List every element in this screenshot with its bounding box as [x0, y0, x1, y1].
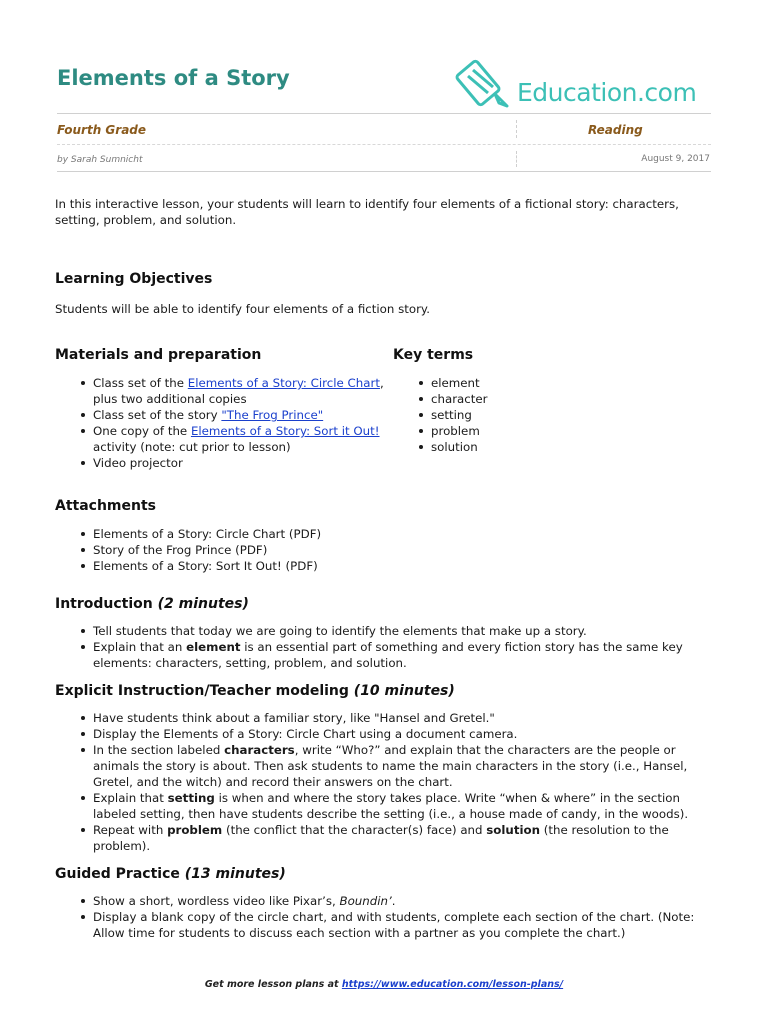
materials-heading: Materials and preparation: [55, 347, 262, 363]
item-text: (the resolution to the problem).: [93, 823, 669, 853]
bold-term: solution: [486, 823, 541, 837]
list-item: Display the Elements of a Story: Circle Chart using a document camera.: [93, 726, 715, 742]
header-rule-top: [57, 113, 711, 114]
section-duration: (13 minutes): [184, 866, 286, 882]
guided-practice-list: [55, 893, 715, 941]
item-text: Explain that an: [93, 640, 187, 654]
section-duration: (10 minutes): [353, 683, 455, 699]
guided-practice-heading: [55, 866, 715, 882]
section-title: Explicit Instruction/Teacher modeling: [55, 683, 349, 699]
list-item: [93, 822, 715, 854]
section-title: Introduction: [55, 596, 153, 612]
list-item: Video projector: [93, 455, 393, 471]
materials-list: [55, 375, 393, 471]
pencil-logo-icon: [455, 56, 517, 112]
key-terms-heading: Key terms: [393, 347, 474, 363]
logo-wordmark: Education.com: [517, 78, 697, 107]
meta-divider: [516, 151, 517, 167]
education-com-logo[interactable]: [455, 56, 715, 112]
sort-it-out-link[interactable]: Elements of a Story: Sort it Out!: [190, 424, 380, 438]
attachments-heading: Attachments: [55, 498, 157, 514]
attachment-item[interactable]: Elements of a Story: Circle Chart (PDF): [93, 526, 715, 542]
item-text: , plus two additional copies: [93, 376, 384, 406]
header-rule-middle: [57, 144, 711, 145]
item-text: Class set of the: [93, 376, 188, 390]
bold-term: problem: [167, 823, 223, 837]
introduction-heading: [55, 596, 715, 612]
key-term: character: [431, 391, 693, 407]
item-text: , write “Who?” and explain that the characters are the people or animals the story is about. Then ask students to name the main characters in the story (i.e., Hansel, Gretel, and the witch) and record their answers on the chart.: [93, 743, 688, 789]
item-text: Explain that: [93, 791, 168, 805]
item-text: is an essential part of something and every fiction story has the same key elements: characters, setting, problem, and solution.: [93, 640, 683, 670]
list-item: Have students think about a familiar story, like "Hansel and Gretel.": [93, 710, 715, 726]
attachment-item[interactable]: Elements of a Story: Sort It Out! (PDF): [93, 558, 715, 574]
frog-prince-link[interactable]: "The Frog Prince": [221, 408, 324, 422]
item-text: In the section labeled: [93, 743, 225, 757]
video-title: Boundin’: [339, 894, 392, 908]
lesson-plans-link[interactable]: https://www.education.com/lesson-plans/: [341, 979, 564, 990]
materials-keyterms-section: [55, 347, 715, 471]
list-item: Display a blank copy of the circle chart, and with students, complete each section of the chart. (Note: Allow time for students to discuss each section with a partner as you complete the chart.): [93, 909, 715, 941]
bold-term: characters: [224, 743, 295, 757]
bold-term: setting: [167, 791, 215, 805]
list-item: [93, 790, 715, 822]
key-term: solution: [431, 439, 693, 455]
key-terms-list: [393, 375, 693, 455]
footer-text: Get more lesson plans at: [204, 979, 342, 990]
materials-column: [55, 347, 393, 471]
list-item: Tell students that today we are going to identify the elements that make up a story.: [93, 623, 715, 639]
footer: [0, 979, 768, 990]
list-item: [93, 893, 715, 909]
item-text: .: [391, 894, 396, 908]
attachments-list: [55, 526, 715, 574]
item-text: (the conflict that the character(s) face) and: [222, 823, 487, 837]
explicit-instruction-heading: [55, 683, 715, 699]
objectives-heading: Learning Objectives: [55, 271, 213, 287]
circle-chart-link[interactable]: Elements of a Story: Circle Chart: [187, 376, 380, 390]
list-item: [93, 639, 715, 671]
objectives-text: Students will be able to identify four elements of a fiction story.: [55, 302, 430, 316]
list-item: [93, 375, 393, 407]
intro-paragraph: In this interactive lesson, your students will learn to identify four elements of a fictional story: characters, setting, problem, and solution.: [55, 197, 679, 227]
item-text: One copy of the: [93, 424, 191, 438]
header-rule-bottom: [57, 171, 711, 172]
subject-label: Reading: [588, 123, 643, 137]
meta-divider: [516, 120, 517, 138]
author-label: by Sarah Sumnicht: [57, 155, 143, 165]
item-text: is when and where the story takes place. Write “when & where” in the section labeled setting, then have students describe the setting (i.e., a house made of candy, in the woods).: [93, 791, 689, 821]
item-text: Repeat with: [93, 823, 168, 837]
grade-label: Fourth Grade: [57, 123, 147, 137]
key-term: element: [431, 375, 693, 391]
date-label: August 9, 2017: [641, 154, 710, 164]
lesson-content: [55, 196, 715, 941]
page-title: Elements of a Story: [57, 66, 290, 90]
bold-term: element: [186, 640, 241, 654]
key-terms-column: [393, 347, 693, 471]
list-item: [93, 742, 715, 790]
list-item: [93, 407, 393, 423]
item-text: activity (note: cut prior to lesson): [93, 440, 291, 454]
list-item: [93, 423, 393, 455]
key-term: problem: [431, 423, 693, 439]
item-text: Show a short, wordless video like Pixar’s,: [93, 894, 340, 908]
introduction-list: [55, 623, 715, 671]
item-text: Class set of the story: [93, 408, 222, 422]
section-title: Guided Practice: [55, 866, 180, 882]
key-term: setting: [431, 407, 693, 423]
explicit-instruction-list: [55, 710, 715, 854]
section-duration: (2 minutes): [157, 596, 249, 612]
attachment-item[interactable]: Story of the Frog Prince (PDF): [93, 542, 715, 558]
